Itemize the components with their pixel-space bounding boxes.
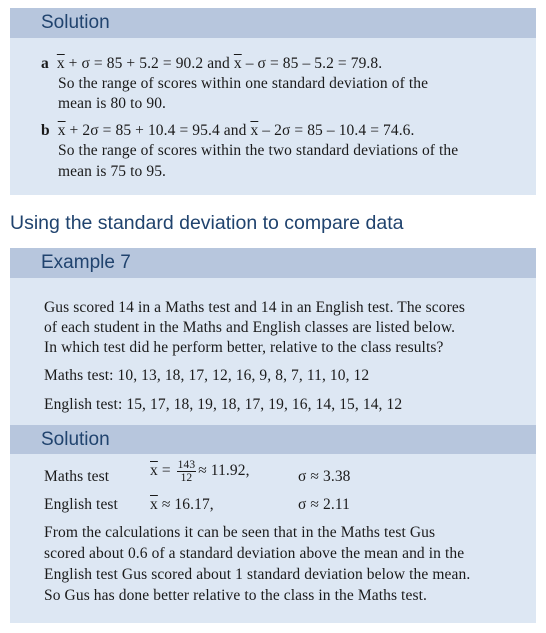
solution-title-2: Solution [41, 429, 110, 450]
maths-label: Maths test [44, 468, 110, 485]
question-line-3: In which test did he perform better, relative to the class results? [44, 339, 444, 356]
part-a-line3: mean is 80 to 90. [58, 95, 167, 112]
english-label: English test [44, 496, 118, 513]
solution-title: Solution [41, 12, 110, 33]
maths-fraction: $\frac{143}{12}$ [177, 459, 196, 484]
maths-data: Maths test: 10, 13, 18, 17, 12, 16, 9, 8, 7, 11, 10, 12 [44, 367, 370, 384]
english-data: English test: 15, 17, 18, 19, 18, 17, 19, 16, 14, 15, 14, 12 [44, 396, 403, 413]
example-title: Example 7 [41, 252, 131, 273]
part-b-equation: b $\overline{x} + 2\sigma = 85 + 10.4 = 95.4$ and $\overline{x} - 2\sigma = 85 - 10.4 = 74.6$. [41, 122, 415, 139]
solution-header-1 [10, 8, 536, 38]
conclusion-line-2: scored about 0.6 of a standard deviation above the mean and in the [44, 545, 465, 562]
part-a-line2: So the range of scores within one standard deviation of the [58, 75, 429, 92]
section-heading: Using the standard deviation to compare data [10, 212, 404, 234]
part-b-line2: So the range of scores within the two standard deviations of the [58, 142, 459, 159]
question-line-1: Gus scored 14 in a Maths test and 14 in an English test. The scores [44, 299, 465, 316]
maths-mean-calc: $\overline{x}$ = $\frac{143}{12}$ ≈ 11.92, [150, 459, 250, 484]
solution-header-2 [10, 425, 536, 454]
maths-sd: σ ≈ 3.38 [298, 468, 351, 485]
part-a-equation: a $\overline{x} + \sigma = 85 + 5.2 = 90.2$ and $\overline{x} - \sigma = 85 - 5.2 = 79.8$. [41, 55, 383, 72]
conclusion-line-4: So Gus has done better relative to the class in the Maths test. [44, 587, 427, 604]
part-b-line3: mean is 75 to 95. [58, 163, 167, 180]
english-sd: σ ≈ 2.11 [298, 496, 350, 513]
example-header [10, 248, 536, 278]
conclusion-line-1: From the calculations it can be seen that in the Maths test Gus [44, 524, 436, 541]
english-mean-calc: $\overline{x} \approx 16.17$, [150, 496, 214, 513]
question-line-2: of each student in the Maths and English classes are listed below. [44, 319, 456, 336]
conclusion-line-3: English test Gus scored about 1 standard deviation below the mean. [44, 566, 471, 583]
